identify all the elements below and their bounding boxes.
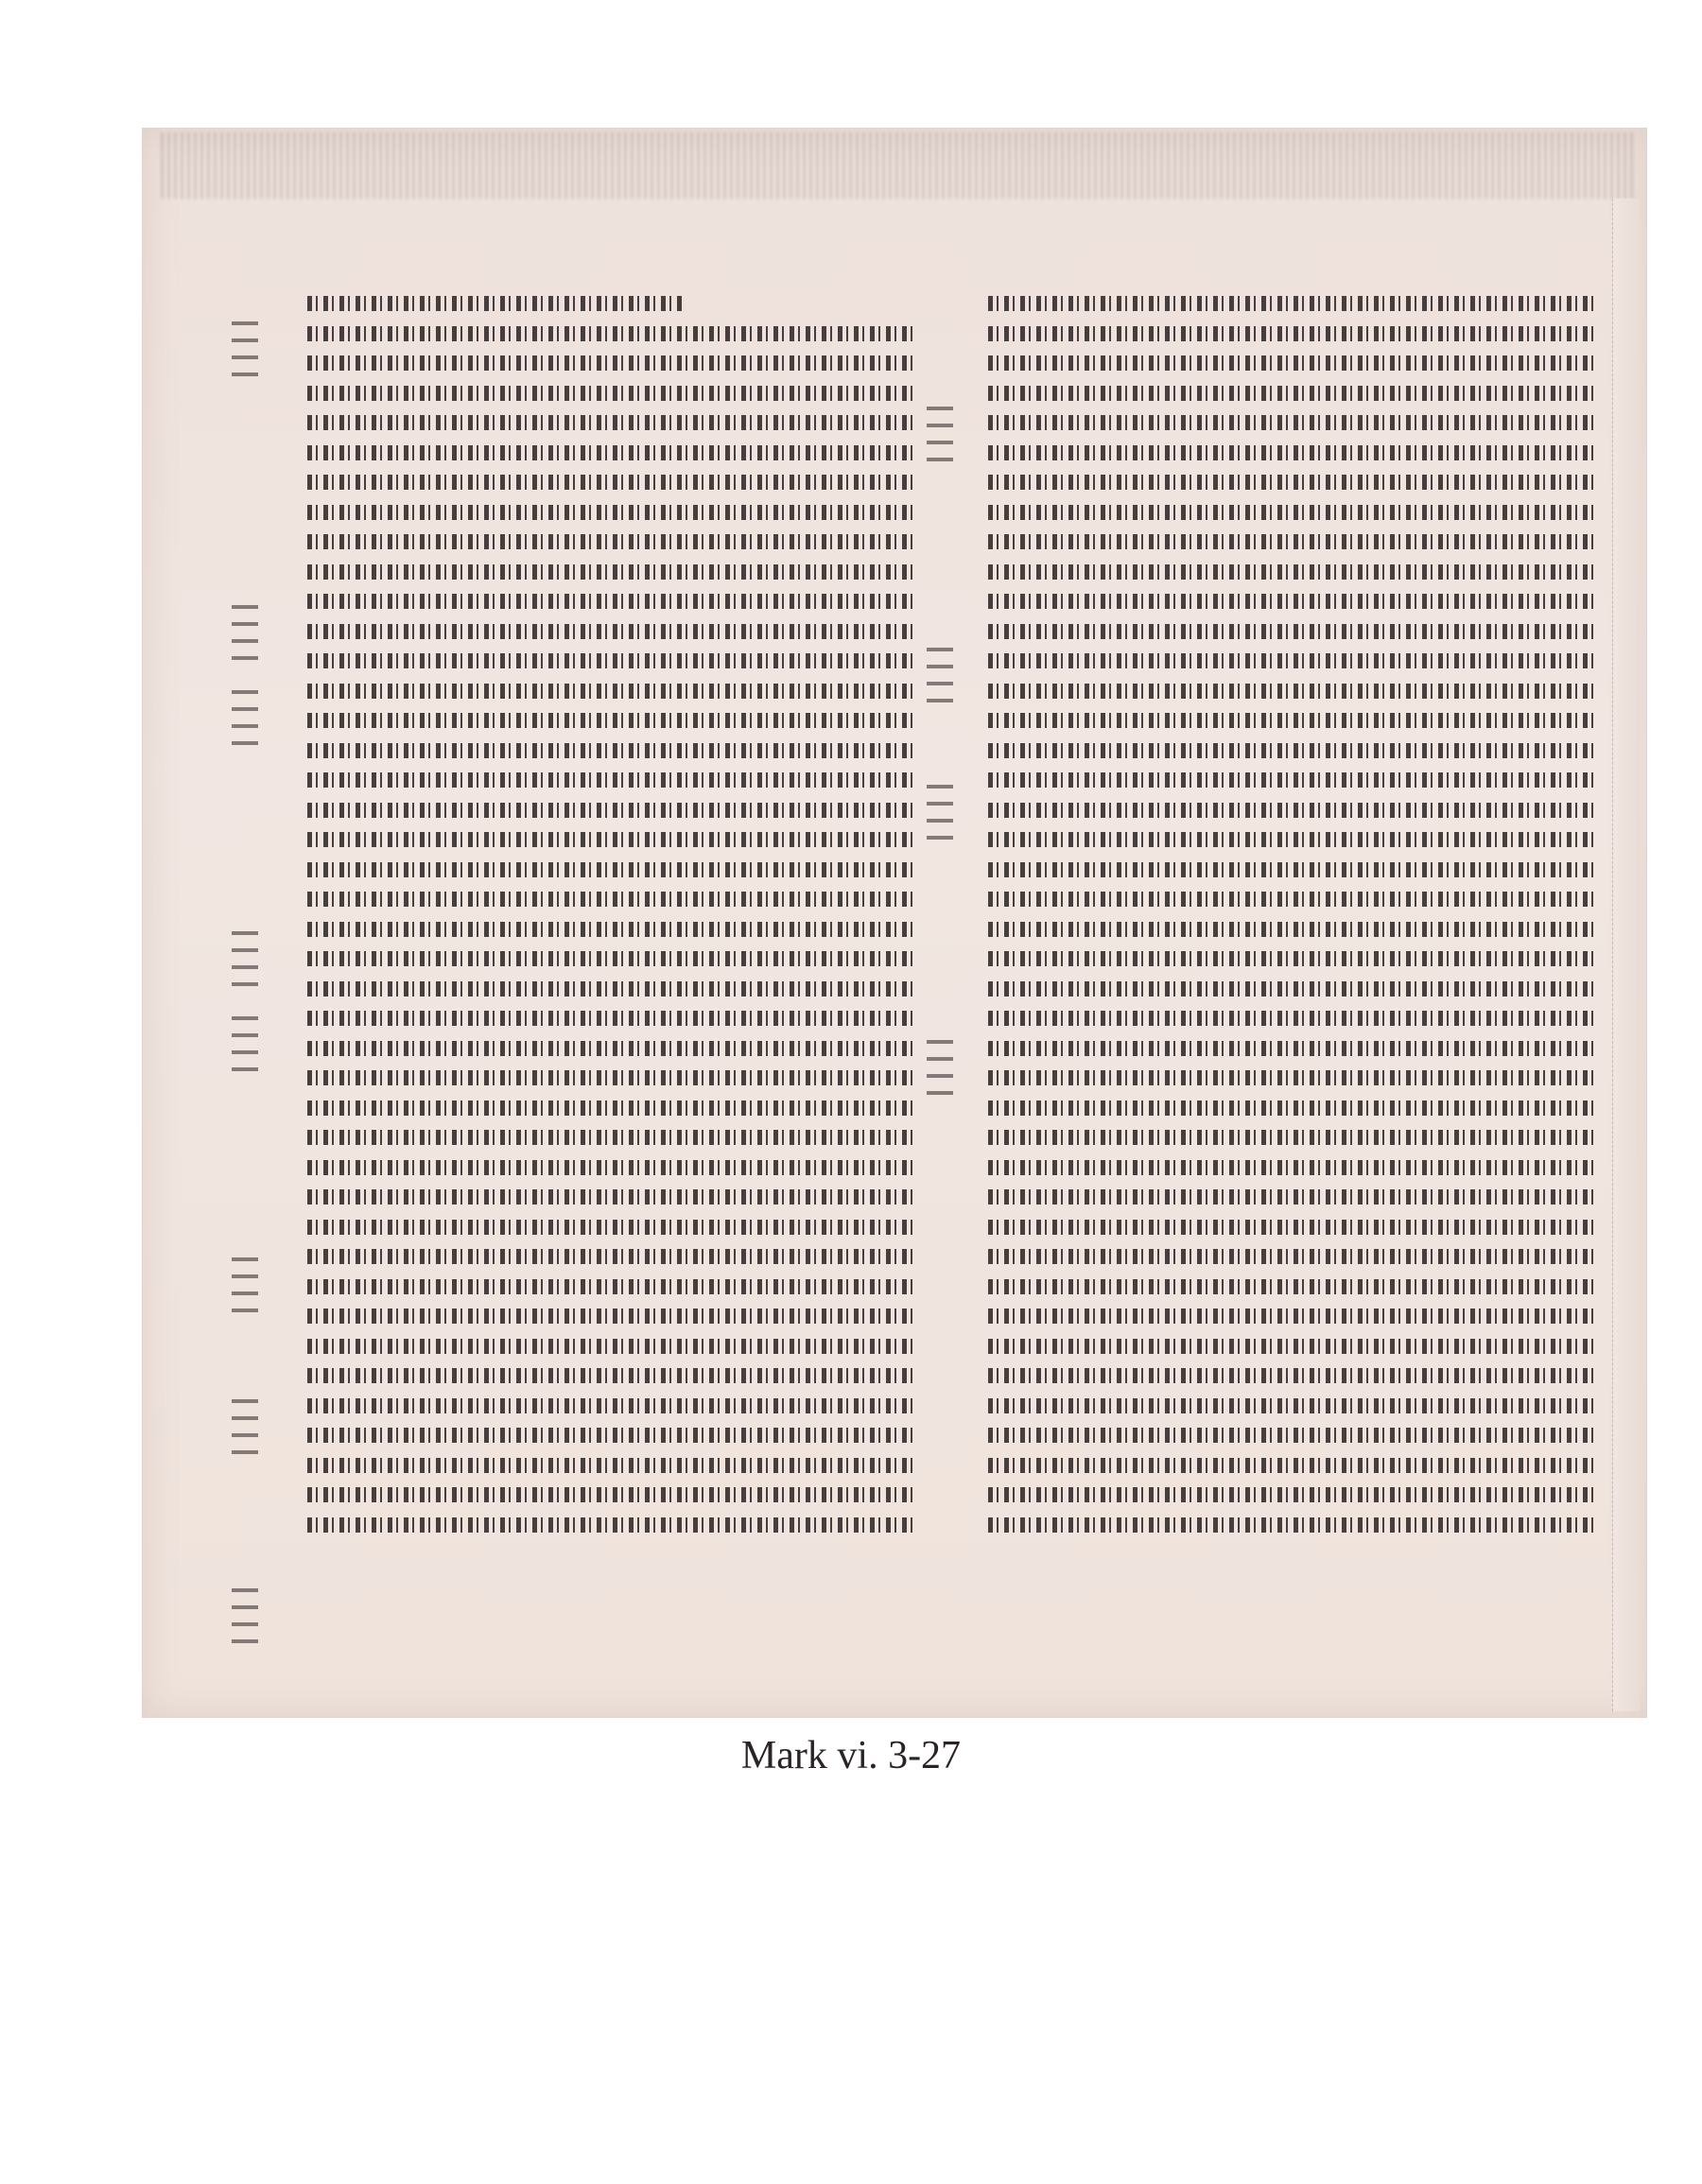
text-line bbox=[988, 1361, 1593, 1391]
margin-note bbox=[232, 321, 258, 376]
text-line bbox=[988, 705, 1593, 736]
text-line bbox=[988, 288, 1593, 319]
text-line bbox=[307, 378, 912, 408]
center-margin-notes bbox=[927, 321, 983, 1645]
margin-note bbox=[232, 1588, 258, 1643]
text-line bbox=[307, 1361, 912, 1391]
text-line bbox=[307, 1003, 912, 1033]
text-line bbox=[988, 765, 1593, 795]
text-line bbox=[307, 1182, 912, 1212]
text-line bbox=[988, 378, 1593, 408]
text-line bbox=[988, 824, 1593, 855]
text-line bbox=[307, 1331, 912, 1361]
text-line bbox=[988, 557, 1593, 587]
left-text-column bbox=[307, 288, 912, 1678]
text-line bbox=[307, 1450, 912, 1481]
margin-note bbox=[232, 1016, 258, 1071]
text-line bbox=[988, 1420, 1593, 1450]
text-line bbox=[988, 676, 1593, 706]
text-line bbox=[307, 497, 912, 528]
text-line bbox=[307, 1301, 912, 1331]
text-line bbox=[988, 795, 1593, 825]
text-line bbox=[307, 288, 683, 319]
text-line bbox=[988, 944, 1593, 974]
text-line bbox=[988, 1301, 1593, 1331]
text-line bbox=[988, 736, 1593, 766]
margin-note bbox=[927, 648, 953, 702]
text-line bbox=[307, 348, 912, 378]
text-line bbox=[988, 1391, 1593, 1421]
text-line bbox=[307, 319, 912, 349]
text-line bbox=[988, 1510, 1593, 1540]
text-line bbox=[988, 1241, 1593, 1272]
top-margin-annotation bbox=[161, 132, 1636, 199]
text-line bbox=[988, 527, 1593, 557]
text-line bbox=[307, 1212, 912, 1242]
text-line bbox=[307, 884, 912, 914]
text-line bbox=[307, 736, 912, 766]
text-line bbox=[988, 1182, 1593, 1212]
text-line bbox=[988, 319, 1593, 349]
text-line bbox=[307, 765, 912, 795]
text-line bbox=[988, 855, 1593, 885]
text-line bbox=[307, 1391, 912, 1421]
plate-caption: Mark vi. 3-27 bbox=[740, 1734, 962, 1777]
text-line bbox=[307, 974, 912, 1004]
margin-note bbox=[927, 785, 953, 840]
left-margin-notes bbox=[232, 321, 288, 1645]
margin-note bbox=[232, 1399, 258, 1454]
text-line bbox=[988, 438, 1593, 468]
text-line bbox=[988, 467, 1593, 497]
text-line bbox=[988, 407, 1593, 438]
text-line bbox=[307, 467, 912, 497]
text-line bbox=[307, 1153, 912, 1183]
text-line bbox=[988, 884, 1593, 914]
text-line bbox=[307, 1033, 912, 1064]
text-line bbox=[307, 855, 912, 885]
text-line bbox=[988, 497, 1593, 528]
right-text-column bbox=[988, 288, 1593, 1678]
text-line bbox=[988, 1153, 1593, 1183]
margin-note bbox=[232, 690, 258, 745]
text-line bbox=[307, 676, 912, 706]
page-edge bbox=[1612, 199, 1640, 1711]
text-line bbox=[307, 1272, 912, 1302]
text-line bbox=[988, 1003, 1593, 1033]
text-line bbox=[988, 1450, 1593, 1481]
text-line bbox=[988, 646, 1593, 676]
text-line bbox=[307, 438, 912, 468]
text-line bbox=[307, 557, 912, 587]
text-line bbox=[988, 1480, 1593, 1510]
text-line bbox=[307, 1241, 912, 1272]
text-line bbox=[307, 944, 912, 974]
text-line bbox=[988, 914, 1593, 945]
text-line bbox=[307, 1480, 912, 1510]
text-line bbox=[988, 1063, 1593, 1093]
text-line bbox=[988, 1272, 1593, 1302]
text-line bbox=[307, 1510, 912, 1540]
text-line bbox=[988, 1212, 1593, 1242]
text-line bbox=[988, 348, 1593, 378]
text-line bbox=[307, 646, 912, 676]
text-line bbox=[307, 795, 912, 825]
text-line bbox=[988, 1033, 1593, 1064]
text-line bbox=[307, 407, 912, 438]
text-line bbox=[307, 1122, 912, 1153]
text-line bbox=[307, 1420, 912, 1450]
margin-note bbox=[927, 407, 953, 461]
text-line bbox=[988, 1331, 1593, 1361]
text-line bbox=[988, 586, 1593, 616]
margin-note bbox=[232, 1257, 258, 1312]
text-line bbox=[307, 586, 912, 616]
text-line bbox=[307, 1093, 912, 1123]
text-line bbox=[307, 705, 912, 736]
text-line bbox=[307, 1063, 912, 1093]
margin-note bbox=[232, 605, 258, 660]
text-line bbox=[988, 1122, 1593, 1153]
text-line bbox=[307, 616, 912, 647]
text-line bbox=[988, 974, 1593, 1004]
margin-note bbox=[927, 1040, 953, 1095]
text-line bbox=[307, 914, 912, 945]
text-line bbox=[988, 1093, 1593, 1123]
text-line bbox=[307, 527, 912, 557]
text-line bbox=[307, 824, 912, 855]
margin-note bbox=[232, 931, 258, 986]
text-line bbox=[988, 616, 1593, 647]
